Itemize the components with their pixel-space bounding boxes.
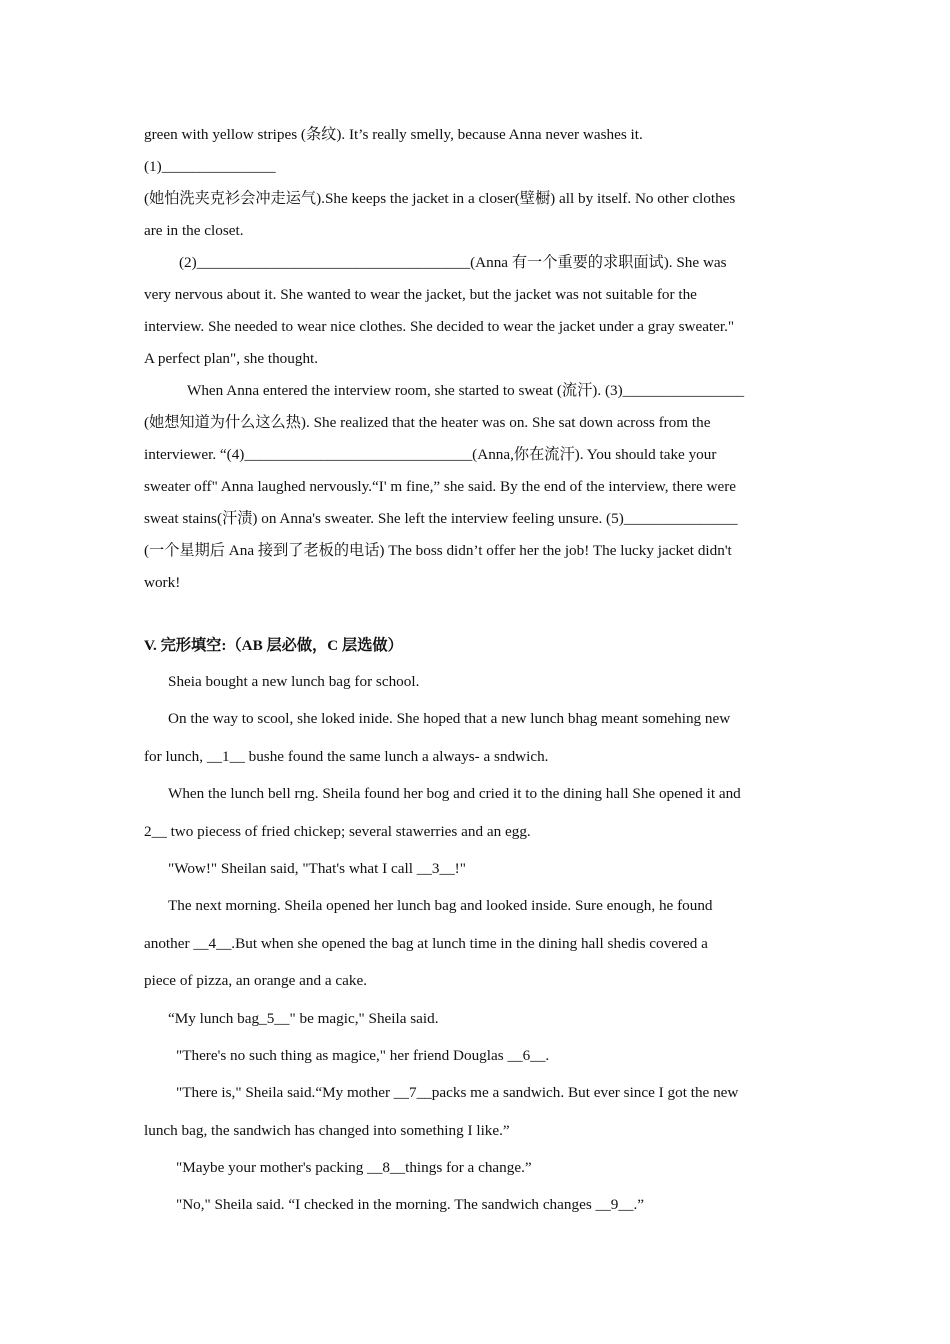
text-line: When the lunch bell rng. Sheila found her bog and cried it to the dining hall She opened it and	[168, 785, 741, 803]
text-line: are in the closet.	[144, 222, 244, 239]
cloze-passage	[144, 663, 808, 1224]
cloze-blank-4-line: another __4__.But when she opened the bag at lunch time in the dining hall shedis covered a	[144, 934, 708, 952]
cloze-blank-1-line: for lunch, __1__ bushe found the same lunch a always- a sndwich.	[144, 747, 549, 765]
blank-2-line: (2)____________________________________(Anna 有一个重要的求职面试). She was	[179, 254, 727, 271]
cloze-blank-2-line: 2__ two piecess of fried chickep; several stawerries and an egg.	[144, 822, 531, 840]
text-line: (她想知道为什么这么热). She realized that the heater was on. She sat down across from the	[144, 414, 711, 431]
text-line: The next morning. Sheila opened her lunch bag and looked inside. Sure enough, he found	[168, 897, 713, 915]
cloze-blank-5-line: “My lunch bag_5__" be magic," Sheila said.	[168, 1009, 439, 1027]
reading-passage	[144, 119, 808, 599]
cloze-blank-3-line: "Wow!" Sheilan said, "That's what I call __3__!"	[168, 859, 466, 877]
cloze-blank-7-line: "There is," Sheila said.“My mother __7__packs me a sandwich. But ever since I got the new	[176, 1084, 739, 1102]
text-line: A perfect plan", she thought.	[144, 350, 319, 367]
text-line: Sheia bought a new lunch bag for school.	[168, 673, 420, 690]
text-line: work!	[144, 574, 181, 591]
cloze-blank-8-line: "Maybe your mother's packing __8__things for a change.”	[176, 1159, 532, 1177]
text-line: sweater off" Anna laughed nervously.“I' m fine,” she said. By the end of the interview, there were	[144, 478, 737, 495]
document-page	[144, 119, 808, 1224]
text-line: interview. She needed to wear nice clothes. She decided to wear the jacket under a gray sweater."	[144, 318, 735, 335]
section-heading: V. 完形填空:（AB 层必做，C 层选做）	[144, 637, 403, 654]
blank-4-line: interviewer. “(4)______________________________(Anna,你在流汗). You should take your	[144, 446, 717, 463]
text-line: On the way to scool, she loked inide. She hoped that a new lunch bhag meant somehing new	[168, 710, 731, 728]
text-line: lunch bag, the sandwich has changed into something I like.”	[144, 1121, 510, 1139]
text-line: (一个星期后 Ana 接到了老板的电话) The boss didn’t offer her the job! The lucky jacket didn't	[144, 542, 732, 559]
blank-3-line: When Anna entered the interview room, she started to sweat (流汗). (3)________________	[187, 382, 745, 399]
blank-1-line: (1)_______________	[144, 158, 276, 175]
text-line: green with yellow stripes (条纹). It’s really smelly, because Anna never washes it.	[144, 126, 643, 143]
text-line: (她怕洗夹克衫会冲走运气).She keeps the jacket in a closer(壁橱) all by itself. No other clothes	[144, 190, 736, 207]
text-line: piece of pizza, an orange and a cake.	[144, 972, 368, 990]
cloze-blank-6-line: "There's no such thing as magice," her friend Douglas __6__.	[176, 1046, 550, 1064]
blank-5-line: sweat stains(汗渍) on Anna's sweater. She left the interview feeling unsure. (5)_______________	[144, 510, 738, 527]
cloze-blank-9-line: "No," Sheila said. “I checked in the morning. The sandwich changes __9__.”	[176, 1196, 645, 1214]
text-line: very nervous about it. She wanted to wear the jacket, but the jacket was not suitable for the	[144, 286, 697, 303]
